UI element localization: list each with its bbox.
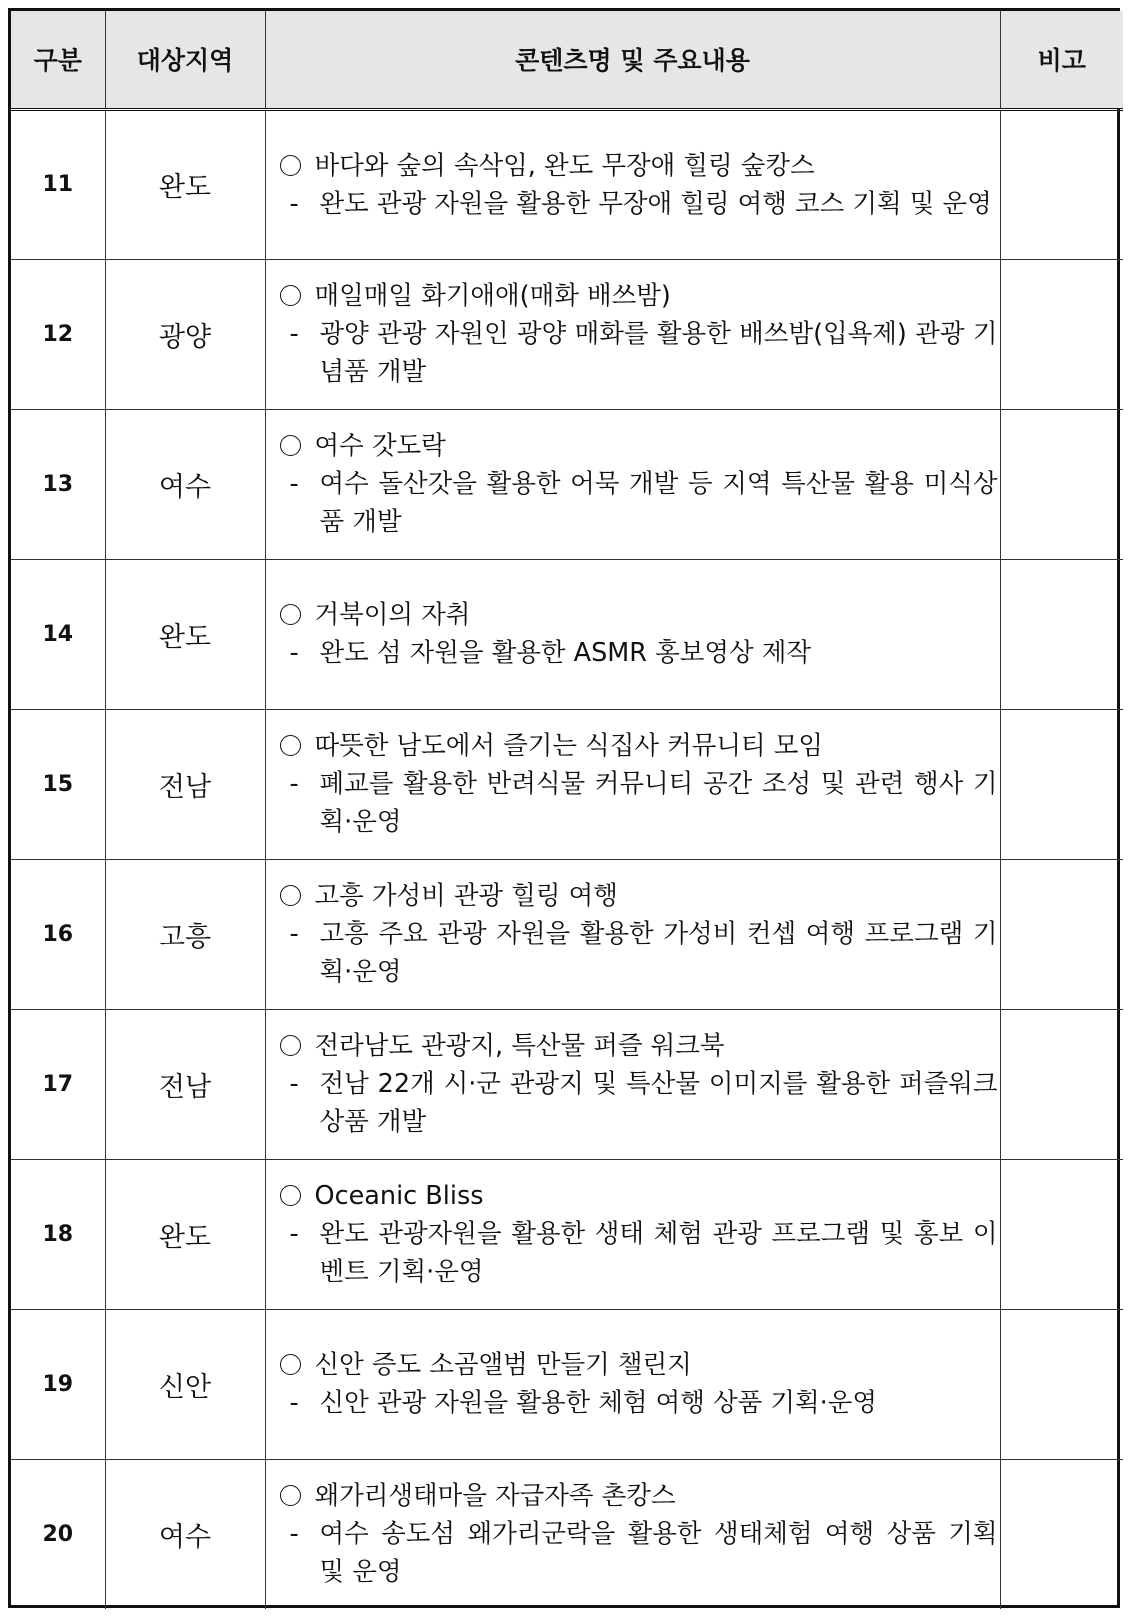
dash-bullet-icon: -: [289, 638, 299, 668]
row-number: 14: [11, 559, 105, 709]
circle-bullet-icon: [280, 1485, 301, 1506]
row-content: [265, 709, 1000, 859]
row-number: 19: [11, 1309, 105, 1459]
row-content: [265, 1009, 1000, 1159]
circle-bullet-icon: [280, 1185, 301, 1206]
content-description-text: 완도 섬 자원을 활용한 ASMR 홍보영상 제작: [319, 638, 811, 668]
content-title-text: 여수 갓도락: [314, 431, 446, 461]
table-row: [11, 1159, 1123, 1309]
header-no: 구분: [11, 11, 105, 109]
content-title-text: 신안 증도 소곰앨범 만들기 챌린지: [314, 1350, 692, 1380]
content-title-text: 왜가리생태마을 자급자족 촌캉스: [314, 1481, 676, 1512]
dash-bullet-icon: -: [289, 188, 299, 219]
content-description: [280, 315, 1000, 391]
row-content: [265, 1309, 1000, 1459]
circle-bullet-icon: [280, 735, 301, 756]
content-description-text: 전남 22개 시·군 관광지 및 특산물 이미지를 활용한 퍼즐워크 상품 개발: [319, 1069, 998, 1137]
content-title: [280, 1177, 1000, 1215]
content-description-text: 광양 관광 자원인 광양 매화를 활용한 배쓰밤(입욕제) 관광 기념품 개발: [319, 319, 998, 387]
row-number: 11: [11, 109, 105, 259]
row-note: [1000, 709, 1123, 859]
dash-bullet-icon: -: [289, 1219, 299, 1249]
circle-bullet-icon: [280, 1035, 301, 1056]
row-content: [265, 859, 1000, 1009]
circle-bullet-icon: [280, 885, 301, 906]
content-description: [280, 765, 1000, 841]
row-note: [1000, 1309, 1123, 1459]
row-note: [1000, 1159, 1123, 1309]
row-content: [265, 259, 1000, 409]
content-description: [280, 1515, 1000, 1591]
content-description: [280, 634, 1000, 672]
content-title-text: 매일매일 화기애애(매화 배쓰밤): [314, 281, 671, 311]
row-number: 13: [11, 409, 105, 559]
table-row: [11, 1459, 1123, 1609]
content-description: [280, 915, 1000, 991]
header-row: [11, 11, 1123, 109]
circle-bullet-icon: [280, 155, 301, 176]
dash-bullet-icon: -: [289, 769, 299, 799]
dash-bullet-icon: -: [289, 469, 299, 499]
row-number: 15: [11, 709, 105, 859]
content-description: [280, 1215, 1000, 1291]
content-description-text: 여수 돌산갓을 활용한 어묵 개발 등 지역 특산물 활용 미식상품 개발: [319, 469, 998, 537]
content-title: [280, 1027, 1000, 1065]
row-number: 16: [11, 859, 105, 1009]
dash-bullet-icon: -: [289, 1519, 299, 1550]
row-content: [265, 559, 1000, 709]
row-note: [1000, 109, 1123, 259]
content-title: [280, 147, 1000, 185]
table-row: [11, 109, 1123, 259]
content-title-text: Oceanic Bliss: [314, 1181, 484, 1211]
content-description-text: 여수 송도섬 왜가리군락을 활용한 생태체험 여행 상품 기획 및 운영: [319, 1519, 998, 1588]
content-description-text: 완도 관광자원을 활용한 생태 체험 관광 프로그램 및 홍보 이벤트 기획·운영: [319, 1219, 998, 1287]
content-description: [280, 1065, 1000, 1141]
row-region: 신안: [105, 1309, 265, 1459]
table-row: [11, 409, 1123, 559]
content-title-text: 전라남도 관광지, 특산물 퍼즐 워크북: [314, 1031, 725, 1061]
row-number: 20: [11, 1459, 105, 1609]
row-number: 17: [11, 1009, 105, 1159]
content-title: [280, 1477, 1000, 1515]
row-content: [265, 1159, 1000, 1309]
dash-bullet-icon: -: [289, 1388, 299, 1418]
circle-bullet-icon: [280, 285, 301, 306]
row-region: 전남: [105, 1009, 265, 1159]
content-description-text: 고흥 주요 관광 자원을 활용한 가성비 컨셉 여행 프로그램 기획·운영: [319, 919, 998, 987]
table-row: [11, 709, 1123, 859]
content-title-text: 바다와 숲의 속삭임, 완도 무장애 힐링 숲캉스: [314, 150, 815, 181]
row-region: 광양: [105, 259, 265, 409]
circle-bullet-icon: [280, 1354, 301, 1375]
row-note: [1000, 859, 1123, 1009]
content-title: [280, 427, 1000, 465]
dash-bullet-icon: -: [289, 1069, 299, 1099]
row-region: 여수: [105, 409, 265, 559]
content-title: [280, 596, 1000, 634]
table-row: [11, 1309, 1123, 1459]
dash-bullet-icon: -: [289, 919, 299, 949]
table-row: [11, 859, 1123, 1009]
content-title-text: 고흥 가성비 관광 힐링 여행: [314, 881, 618, 911]
circle-bullet-icon: [280, 435, 301, 456]
header-region: 대상지역: [105, 11, 265, 109]
row-note: [1000, 409, 1123, 559]
content-title: [280, 277, 1000, 315]
content-title: [280, 877, 1000, 915]
row-number: 12: [11, 259, 105, 409]
header-content: 콘텐츠명 및 주요내용: [265, 11, 1000, 109]
content-description: [280, 465, 1000, 541]
content-description: [280, 1384, 1000, 1422]
row-note: [1000, 559, 1123, 709]
row-region: 전남: [105, 709, 265, 859]
row-region: 완도: [105, 1159, 265, 1309]
content-title-text: 따뜻한 남도에서 즐기는 식집사 커뮤니티 모임: [314, 731, 824, 761]
content-description-text: 폐교를 활용한 반려식물 커뮤니티 공간 조성 및 관련 행사 기획·운영: [319, 769, 998, 837]
table-row: [11, 1009, 1123, 1159]
program-table: [11, 11, 1123, 1609]
content-description: [280, 185, 1000, 223]
table-row: [11, 559, 1123, 709]
table-row: [11, 259, 1123, 409]
row-content: [265, 1459, 1000, 1609]
content-title-text: 거북이의 자취: [314, 600, 471, 630]
circle-bullet-icon: [280, 604, 301, 625]
dash-bullet-icon: -: [289, 319, 299, 349]
content-title: [280, 1346, 1000, 1384]
row-note: [1000, 1009, 1123, 1159]
row-region: 여수: [105, 1459, 265, 1609]
content-title: [280, 727, 1000, 765]
row-note: [1000, 1459, 1123, 1609]
header-note: 비고: [1000, 11, 1123, 109]
row-number: 18: [11, 1159, 105, 1309]
row-content: [265, 409, 1000, 559]
row-region: 완도: [105, 109, 265, 259]
content-table: [8, 8, 1120, 1608]
row-note: [1000, 259, 1123, 409]
row-region: 완도: [105, 559, 265, 709]
content-description-text: 완도 관광 자원을 활용한 무장애 힐링 여행 코스 기획 및 운영: [319, 188, 992, 219]
row-region: 고흥: [105, 859, 265, 1009]
row-content: [265, 109, 1000, 259]
content-description-text: 신안 관광 자원을 활용한 체험 여행 상품 기획·운영: [319, 1388, 878, 1418]
